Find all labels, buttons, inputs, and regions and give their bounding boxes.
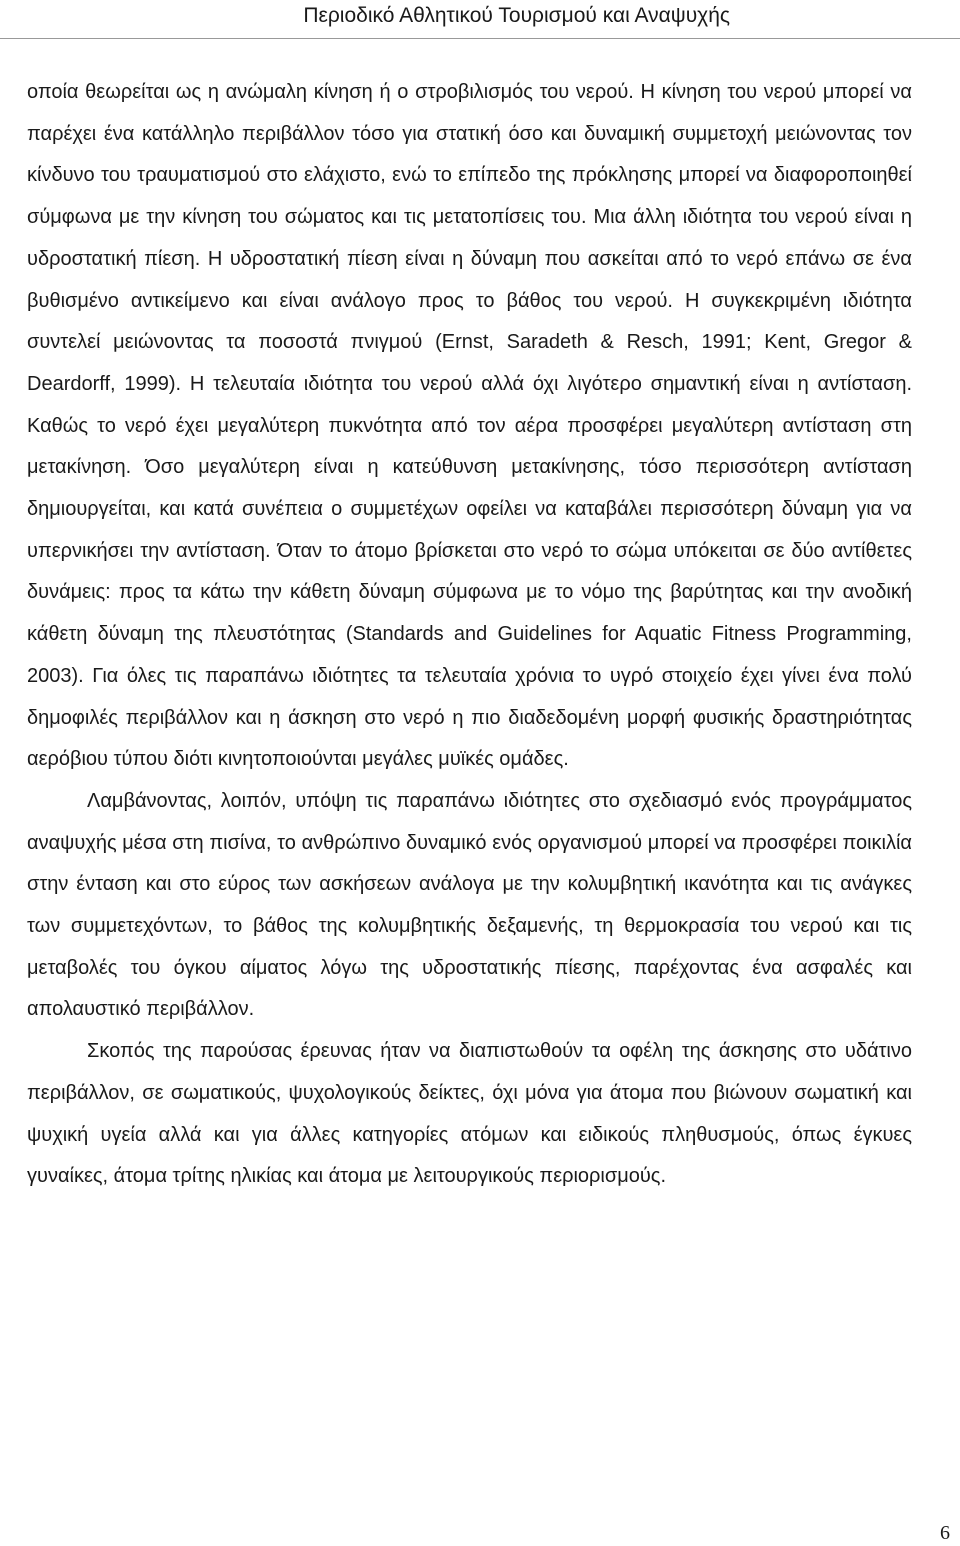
header-rule: [0, 38, 960, 39]
paragraph-continuation: οποία θεωρείται ως η ανώμαλη κίνηση ή ο στροβιλισμός του νερού. Η κίνηση του νερού μπορεί να παρέχει ένα κατάλληλο περιβάλλον τόσο για στατική όσο και δυναμική συμμετοχή μειώνοντας τον κίνδυνο του τραυματισμού στο ελάχιστο, ενώ το επίπεδο της πρόκλησης μπορεί να διαφοροποιηθεί σύμφωνα με την κίνηση του σώματος και τις μετατοπίσεις του. Μια άλλη ιδιότητα του νερού είναι η υδροστατική πίεση. Η υδροστατική πίεση είναι η δύναμη που ασκείται από το νερό επάνω σε ένα βυθισμένο αντικείμενο και είναι ανάλογο προς το βάθος του νερού. Η συγκεκριμένη ιδιότητα συντελεί μειώνοντας τα ποσοστά πνιγμού (Ernst, Saradeth & Resch, 1991; Kent, Gregor & Deardorff, 1999). Η τελευταία ιδιότητα του νερού αλλά όχι λιγότερο σημαντική είναι η αντίσταση. Καθώς το νερό έχει μεγαλύτερη πυκνότητα από τον αέρα προσφέρει μεγαλύτερη αντίσταση στη μετακίνηση. Όσο μεγαλύτερη είναι η κατεύθυνση μετακίνησης, τόσο περισσότερη αντίσταση δημιουργείται, και κατά συνέπεια ο συμμετέχων οφείλει να καταβάλει περισσότερη δύναμη για να υπερνικήσει την αντίσταση. Όταν το άτομο βρίσκεται στο νερό το σώμα υπόκειται σε δύο αντίθετες δυνάμεις: προς τα κάτω την κάθετη δύναμη σύμφωνα με το νόμο της βαρύτητας και την ανοδική κάθετη δύναμη της πλευστότητας (Standards and Guidelines for Aquatic Fitness Programming, 2003). Για όλες τις παραπάνω ιδιότητες τα τελευταία χρόνια το υγρό στοιχείο έχει γίνει ένα πολύ δημοφιλές περιβάλλον και η άσκηση στο νερό η πιο διαδεδομένη μορφή φυσικής δραστηριότητας αερόβιου τύπου διότι κινητοποιούνται μεγάλες μυϊκές ομάδες.: [27, 81, 912, 771]
paragraph-study-aim: Σκοπός της παρούσας έρευνας ήταν να διαπιστωθούν τα οφέλη της άσκησης στο υδάτινο περιβάλλον, σε σωματικούς, ψυχολογικούς δείκτες, όχι μόνα για άτομα που βιώνουν σωματική και ψυχική υγεία αλλά και για άλλες κατηγορίες ατόμων και ειδικούς πληθυσμούς, όπως έγκυες γυναίκες, άτομα τρίτης ηλικίας και άτομα με λειτουργικούς περιορισμούς.: [27, 1040, 912, 1188]
body-text: [27, 72, 912, 1198]
page-number: 6: [940, 1522, 950, 1544]
paragraph-program-design: Λαμβάνοντας, λοιπόν, υπόψη τις παραπάνω ιδιότητες στο σχεδιασμό ενός προγράμματος αναψυχής μέσα στη πισίνα, το ανθρώπινο δυναμικό ενός οργανισμού μπορεί να προσφέρει ποικιλία στην ένταση και στο εύρος των ασκήσεων ανάλογα με την κολυμβητική ικανότητα και τις ανάγκες των συμμετεχόντων, το βάθος της κολυμβητικής δεξαμενής, τη θερμοκρασία του νερού και τις μεταβολές του όγκου αίματος λόγω της υδροστατικής πίεσης, παρέχοντας ένα ασφαλές και απολαυστικό περιβάλλον.: [27, 789, 912, 1021]
running-header: Περιοδικό Αθλητικού Τουρισμού και Αναψυχής: [303, 4, 730, 27]
